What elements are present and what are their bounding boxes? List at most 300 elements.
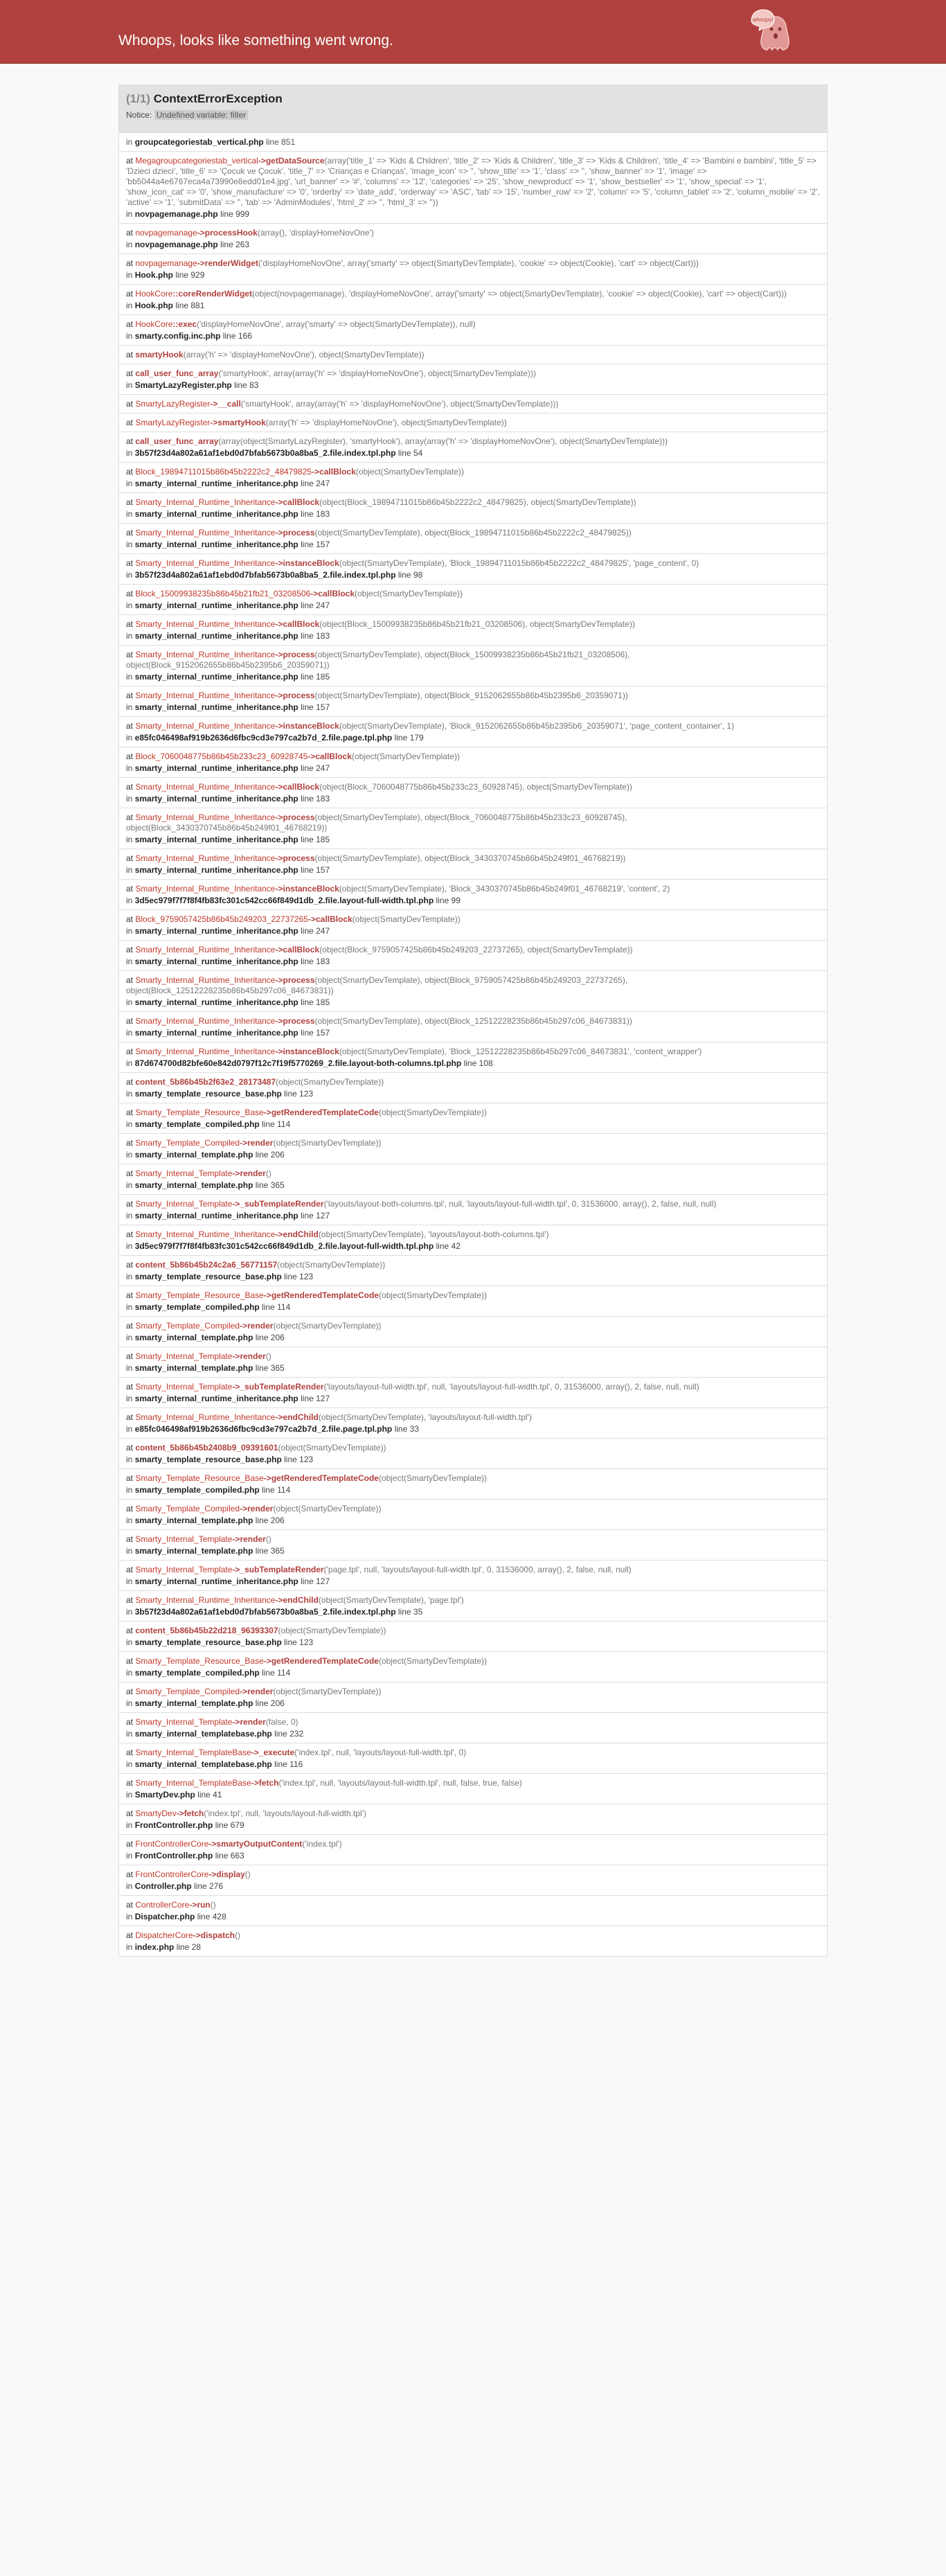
trace-at-label: at: [126, 752, 134, 761]
trace-function: smartyHook: [217, 418, 266, 427]
trace-call: [126, 945, 820, 955]
trace-at-label: at: [126, 1809, 134, 1818]
trace-location: in smarty_template_compiled.php line 114: [126, 1302, 291, 1312]
trace-at-label: at: [126, 1626, 134, 1635]
trace-call: [126, 1229, 820, 1240]
trace-call: [126, 1595, 820, 1606]
trace-at-label: at: [126, 1534, 134, 1544]
trace-line-number: line 365: [255, 1363, 285, 1373]
trace-at-label: at: [126, 228, 134, 238]
trace-class: Smarty_Internal_Runtime_Inheritance: [135, 497, 276, 507]
trace-line-number: line 99: [436, 896, 461, 905]
trace-at-label: at: [126, 1290, 134, 1300]
trace-file: smarty_internal_runtime_inheritance.php: [134, 540, 298, 549]
trace-at-label: at: [126, 589, 134, 598]
trace-args: (object(SmartyDevTemplate)): [273, 1321, 382, 1331]
trace-line-number: line 247: [301, 479, 330, 488]
trace-function: _subTemplateRender: [240, 1382, 324, 1392]
trace-line-number: line 54: [398, 448, 423, 458]
trace-args: ('layouts/layout-both-columns.tpl', null, 'layouts/layout-full-width.tpl', 0, 31536000, array(), 2, false, null, null): [323, 1199, 717, 1209]
trace-class: Smarty_Template_Compiled: [135, 1321, 240, 1331]
trace-class: Block_7060048775b86b45b233c23_60928745: [135, 752, 308, 761]
trace-line-number: line 185: [301, 672, 330, 682]
trace-call: [126, 258, 820, 269]
trace-function: processHook: [204, 228, 258, 238]
trace-call: [126, 1869, 820, 1880]
trace-args: ('index.tpl', null, 'layouts/layout-full-width.tpl', null, false, true, false): [278, 1778, 522, 1788]
trace-function: content_5b86b45b2408b9_09391601: [135, 1443, 278, 1453]
trace-line-number: line 929: [175, 270, 205, 280]
trace-file: smarty_internal_runtime_inheritance.php: [134, 672, 298, 682]
trace-location: in smarty_internal_runtime_inheritance.php line 183: [126, 794, 330, 803]
trace-call: [126, 589, 820, 599]
trace-file: 87d674700d82bfe60e842d0797f12c7f19f5770269_2.file.layout-both-columns.tpl.php: [134, 1058, 462, 1068]
trace-file: 3d5ec979f7f7f8f4fb83fc301c542cc66f849d1db_2.file.layout-full-width.tpl.php: [134, 1241, 434, 1251]
trace-at-label: at: [126, 1504, 134, 1513]
trace-function: render: [240, 1351, 266, 1361]
trace-item: [118, 1378, 828, 1408]
trace-class: Smarty_Template_Resource_Base: [135, 1656, 264, 1666]
trace-line-number: line 28: [176, 1942, 202, 1952]
trace-location: in smarty_template_resource_base.php line 123: [126, 1455, 314, 1464]
trace-class: Smarty_Internal_Template: [135, 1199, 233, 1209]
trace-line-number: line 206: [255, 1150, 285, 1160]
trace-location: in novpagemanage.php line 999: [126, 209, 250, 219]
trace-location: in SmartyLazyRegister.php line 83: [126, 380, 259, 390]
trace-args: (object(SmartyDevTemplate)): [352, 914, 461, 924]
trace-item: [118, 432, 828, 463]
trace-location: in smarty_internal_runtime_inheritance.php line 247: [126, 479, 330, 488]
trace-file: smarty.config.inc.php: [134, 331, 221, 341]
trace-file: smarty_internal_template.php: [134, 1698, 253, 1708]
trace-args: (): [265, 1169, 271, 1178]
trace-item: [118, 1926, 828, 1957]
trace-item: [118, 849, 828, 880]
trace-function: process: [283, 691, 315, 700]
trace-at-label: at: [126, 1687, 134, 1696]
trace-args: (): [244, 1869, 251, 1879]
trace-class: Smarty_Internal_Template: [135, 1169, 233, 1178]
trace-item: [118, 1195, 828, 1225]
trace-item: [118, 1012, 828, 1042]
trace-function: run: [197, 1900, 211, 1910]
trace-line-number: line 114: [262, 1668, 291, 1678]
trace-item: [118, 1530, 828, 1561]
trace-at-label: at: [126, 156, 134, 166]
trace-item: [118, 646, 828, 686]
trace-at-label: at: [126, 650, 134, 659]
trace-at-label: at: [126, 1229, 134, 1239]
trace-separator: ->: [208, 1869, 217, 1879]
trace-function: render: [247, 1138, 274, 1148]
trace-file: smarty_internal_runtime_inheritance.php: [134, 1576, 298, 1586]
trace-item: [118, 686, 828, 717]
trace-class: Block_9759057425b86b45b249203_22737265: [135, 914, 308, 924]
trace-line-number: line 365: [255, 1546, 285, 1556]
trace-item: [118, 1804, 828, 1835]
trace-file: smarty_internal_runtime_inheritance.php: [134, 509, 298, 519]
exception-summary: [118, 85, 828, 133]
trace-function: call_user_func_array: [135, 368, 219, 378]
trace-call: [126, 1748, 820, 1758]
trace-function: endChild: [283, 1229, 319, 1239]
trace-function: dispatch: [200, 1930, 235, 1940]
trace-class: Smarty_Internal_Runtime_Inheritance: [135, 691, 276, 700]
trace-call: [126, 467, 820, 477]
trace-args: (object(SmartyDevTemplate), 'Block_19894711015b86b45b2222c2_48479825', 'page_content', 0): [339, 558, 699, 568]
trace-args: (object(SmartyDevTemplate)): [351, 752, 461, 761]
trace-args: (object(SmartyDevTemplate)): [273, 1138, 382, 1148]
trace-separator: ->: [275, 1016, 283, 1026]
trace-args: (object(SmartyDevTemplate)): [355, 467, 464, 477]
trace-call: [126, 1077, 820, 1087]
trace-line-number: line 98: [398, 570, 423, 580]
trace-item: [118, 1347, 828, 1378]
trace-item: [118, 1225, 828, 1256]
trace-separator: ->: [240, 1504, 248, 1513]
trace-at-label: at: [126, 691, 134, 700]
trace-at-label: at: [126, 812, 134, 822]
trace-call: [126, 853, 820, 864]
trace-file: smarty_internal_runtime_inheritance.php: [134, 957, 298, 966]
trace-class: Smarty_Internal_Runtime_Inheritance: [135, 975, 276, 985]
trace-location: in smarty_internal_runtime_inheritance.php line 247: [126, 926, 330, 936]
trace-args: (object(SmartyDevTemplate)): [273, 1687, 382, 1696]
trace-file: smarty_internal_runtime_inheritance.php: [134, 1028, 298, 1038]
trace-item: [118, 1042, 828, 1073]
trace-at-label: at: [126, 368, 134, 378]
trace-item: [118, 615, 828, 646]
trace-line-number: line 114: [262, 1119, 291, 1129]
trace-location: in smarty_internal_runtime_inheritance.php line 185: [126, 997, 330, 1007]
trace-at-label: at: [126, 418, 134, 427]
trace-at-label: at: [126, 782, 134, 792]
trace-separator: ->: [312, 467, 320, 477]
trace-file: smarty_template_resource_base.php: [134, 1455, 282, 1464]
trace-file: smarty_internal_template.php: [134, 1546, 253, 1556]
trace-at-label: in: [126, 137, 133, 147]
trace-item: [118, 133, 828, 152]
trace-location: in Controller.php line 276: [126, 1881, 224, 1891]
trace-item: [118, 1103, 828, 1134]
trace-at-label: at: [126, 399, 134, 409]
trace-location: in smarty.config.inc.php line 166: [126, 331, 252, 341]
trace-class: Smarty_Template_Compiled: [135, 1138, 240, 1148]
trace-function: callBlock: [283, 782, 320, 792]
exception-message: [126, 109, 820, 121]
trace-location: in smarty_internal_runtime_inheritance.php line 157: [126, 702, 330, 712]
trace-file: FrontController.php: [134, 1851, 213, 1860]
trace-class: Smarty_Internal_TemplateBase: [135, 1748, 251, 1757]
trace-function: instanceBlock: [283, 721, 339, 731]
trace-args: (array('h' => 'displayHomeNovOne'), object(SmartyDevTemplate)): [265, 418, 507, 427]
trace-separator: ->: [232, 1169, 240, 1178]
trace-call: [126, 1687, 820, 1697]
trace-args: (): [265, 1534, 271, 1544]
trace-function: _subTemplateRender: [240, 1199, 324, 1209]
trace-line-number: line 185: [301, 997, 330, 1007]
trace-function: display: [216, 1869, 245, 1879]
trace-at-label: at: [126, 1656, 134, 1666]
trace-function: _subTemplateRender: [240, 1565, 324, 1574]
trace-file: SmartyDev.php: [134, 1790, 195, 1800]
trace-separator: ->: [240, 1321, 248, 1331]
trace-call: [126, 752, 820, 762]
trace-file: Dispatcher.php: [134, 1912, 195, 1921]
trace-function: instanceBlock: [283, 558, 339, 568]
trace-file: Hook.php: [134, 301, 174, 310]
trace-call: [126, 399, 820, 409]
trace-item: [118, 524, 828, 554]
trace-file: 3d5ec979f7f7f8f4fb83fc301c542cc66f849d1db_2.file.layout-full-width.tpl.php: [134, 896, 434, 905]
exception-message-text: Undefined variable: filter: [154, 110, 248, 120]
trace-file: 3b57f23d4a802a61af1ebd0d7bfab5673b0a8ba5_2.file.index.tpl.php: [134, 570, 396, 580]
trace-class: Smarty_Internal_Runtime_Inheritance: [135, 945, 276, 954]
trace-separator: ->: [232, 1534, 240, 1544]
trace-separator: ->: [275, 1595, 283, 1605]
trace-file: smarty_template_compiled.php: [134, 1668, 260, 1678]
trace-file: FrontController.php: [134, 1820, 213, 1830]
trace-separator: ->: [275, 558, 283, 568]
trace-function: render: [240, 1717, 266, 1727]
trace-args: ('layouts/layout-full-width.tpl', null, 'layouts/layout-full-width.tpl', 0, 31536000, array(), 2, false, null, null): [323, 1382, 699, 1392]
trace-file: smarty_internal_runtime_inheritance.php: [134, 763, 298, 773]
trace-args: (array(), 'displayHomeNovOne'): [257, 228, 374, 238]
trace-line-number: line 108: [463, 1058, 493, 1068]
trace-file: groupcategoriestab_vertical.php: [134, 137, 264, 147]
trace-function: getRenderedTemplateCode: [271, 1656, 379, 1666]
trace-line-number: line 127: [301, 1576, 330, 1586]
trace-args: (object(SmartyDevTemplate)): [378, 1656, 487, 1666]
trace-file: smarty_internal_runtime_inheritance.php: [134, 997, 298, 1007]
trace-line-number: line 42: [436, 1241, 461, 1251]
trace-separator: ->: [275, 1047, 283, 1056]
trace-args: (object(SmartyDevTemplate), 'layouts/layout-full-width.tpl'): [318, 1412, 532, 1422]
trace-args: (object(SmartyDevTemplate), object(Block_19894711015b86b45b2222c2_48479825)): [314, 528, 632, 538]
trace-item: [118, 1256, 828, 1286]
trace-item: [118, 1408, 828, 1439]
trace-args: (object(SmartyDevTemplate)): [355, 589, 463, 598]
trace-location: in smarty_template_compiled.php line 114: [126, 1668, 291, 1678]
trace-file: smarty_internal_template.php: [134, 1180, 253, 1190]
trace-separator: ->: [197, 228, 205, 238]
trace-args: (array('title_1' => 'Kids & Children', 'title_2' => 'Kids & Children', 'title_3' => 'Kids & Children', 'title_4' => 'Bambini e bambini', 'title_5' => 'Dzieci dzieci', 'title_6' => 'Çocuk ve Çocuk', 'title_7' => 'Crianças e Crianças', 'image_icon' => '', 'show_title' => '1', 'class' => '', 'show_banner' => '1', 'image' => 'bb5044a4e6767eca4a73990e8edd01e4.jpg', 'url_banner' => '#', 'columns' => '12', 'categories' => '25', 'show_newproduct' => '1', 'show_bestseller' => '1', 'show_special' => '1', 'show_icon_cat' => '0', 'show_manufacture' => '0', 'orderby' => 'date_add', 'orderway' => 'ASC', 'tab' => '15', 'number_row' => '2', 'column' => '5', 'column_tablet' => '2', 'column_mobile' => '2', 'active' => '1', 'submitData' => '', 'tab' => 'AdminModules', 'html_2' => '', 'html_3' => '')): [126, 156, 820, 207]
trace-file: smarty_internal_template.php: [134, 1516, 253, 1525]
trace-args: (object(SmartyDevTemplate), 'layouts/layout-both-columns.tpl'): [318, 1229, 549, 1239]
trace-line-number: line 116: [274, 1759, 303, 1769]
trace-file: smarty_internal_runtime_inheritance.php: [134, 926, 298, 936]
trace-location: in smarty_internal_runtime_inheritance.php line 185: [126, 835, 330, 844]
trace-item: [118, 717, 828, 747]
trace-separator: ->: [275, 721, 283, 731]
trace-at-label: at: [126, 1778, 134, 1788]
trace-line-number: line 123: [284, 1272, 314, 1281]
trace-file: novpagemanage.php: [134, 209, 218, 219]
trace-class: novpagemanage: [135, 228, 197, 238]
trace-item: [118, 315, 828, 346]
trace-item: [118, 224, 828, 254]
trace-separator: ::: [172, 289, 179, 299]
trace-class: Smarty_Internal_Runtime_Inheritance: [135, 1047, 276, 1056]
trace-call: [126, 1565, 820, 1575]
trace-at-label: at: [126, 1351, 134, 1361]
trace-item: [118, 1682, 828, 1713]
trace-separator: ->: [275, 1229, 283, 1239]
trace-file: smarty_internal_runtime_inheritance.php: [134, 865, 298, 875]
trace-file: smarty_template_compiled.php: [134, 1485, 260, 1495]
trace-call: [126, 319, 820, 330]
trace-separator: ->: [193, 1930, 201, 1940]
trace-line-number: line 206: [255, 1333, 285, 1342]
trace-location: in e85fc046498af919b2636d6fbc9cd3e797ca2b7d_2.file.page.tpl.php line 33: [126, 1424, 419, 1434]
trace-item: [118, 254, 828, 285]
trace-args: (false, 0): [265, 1717, 298, 1727]
trace-call: [126, 975, 820, 996]
trace-item: [118, 1622, 828, 1652]
trace-class: SmartyDev: [135, 1809, 177, 1818]
trace-separator: ->: [263, 1473, 271, 1483]
trace-item: [118, 364, 828, 395]
trace-call: [126, 1382, 820, 1392]
trace-class: Smarty_Template_Resource_Base: [135, 1473, 264, 1483]
trace-args: (object(SmartyDevTemplate)): [277, 1260, 386, 1270]
trace-at-label: at: [126, 1717, 134, 1727]
trace-location: in smarty_template_resource_base.php line 123: [126, 1089, 314, 1099]
trace-separator: ->: [263, 1108, 271, 1117]
trace-line-number: line 33: [394, 1424, 419, 1434]
trace-function: content_5b86b45b24c2a6_56771157: [135, 1260, 278, 1270]
trace-line-number: line 157: [301, 540, 330, 549]
trace-line-number: line 851: [266, 137, 296, 147]
trace-separator: ->: [251, 1778, 259, 1788]
trace-function: render: [247, 1504, 274, 1513]
trace-class: Smarty_Internal_Template: [135, 1565, 233, 1574]
trace-line-number: line 999: [220, 209, 250, 219]
trace-separator: ->: [275, 975, 283, 985]
trace-item: [118, 346, 828, 364]
trace-at-label: at: [126, 350, 134, 359]
trace-class: HookCore: [135, 289, 173, 299]
trace-function: process: [283, 528, 315, 538]
trace-at-label: at: [126, 1169, 134, 1178]
trace-at-label: at: [126, 619, 134, 629]
trace-separator: ->: [275, 528, 283, 538]
trace-separator: ->: [275, 853, 283, 863]
trace-class: Smarty_Template_Resource_Base: [135, 1108, 264, 1117]
trace-location: in novpagemanage.php line 263: [126, 240, 250, 249]
trace-function: callBlock: [318, 589, 355, 598]
trace-function: endChild: [283, 1595, 319, 1605]
trace-line-number: line 206: [255, 1698, 285, 1708]
trace-class: Smarty_Internal_Runtime_Inheritance: [135, 558, 276, 568]
trace-call: [126, 289, 820, 299]
trace-call: [126, 1108, 820, 1118]
trace-line-number: line 123: [284, 1089, 314, 1099]
trace-call: [126, 418, 820, 428]
trace-function: content_5b86b45b22d218_96393307: [135, 1626, 278, 1635]
trace-at-label: at: [126, 1443, 134, 1453]
trace-class: FrontControllerCore: [135, 1839, 209, 1849]
trace-at-label: at: [126, 853, 134, 863]
trace-class: Megagroupcategoriestab_vertical: [135, 156, 258, 166]
trace-args: (object(SmartyDevTemplate), object(Block_15009938235b86b45b21fb21_03208506), object(Block_9152062655b86b45b2395b6_20359071)): [126, 650, 630, 670]
trace-at-label: at: [126, 1839, 134, 1849]
trace-function: getRenderedTemplateCode: [271, 1108, 379, 1117]
trace-file: smarty_internal_runtime_inheritance.php: [134, 702, 298, 712]
trace-class: SmartyLazyRegister: [135, 418, 211, 427]
trace-call: [126, 1930, 820, 1941]
trace-location: in smarty_internal_runtime_inheritance.php line 127: [126, 1394, 330, 1403]
trace-class: novpagemanage: [135, 258, 197, 268]
trace-function: renderWidget: [204, 258, 259, 268]
trace-line-number: line 157: [301, 702, 330, 712]
trace-args: (object(SmartyDevTemplate)): [278, 1443, 386, 1453]
trace-separator: ->: [275, 650, 283, 659]
trace-line-number: line 185: [301, 835, 330, 844]
trace-at-label: at: [126, 1412, 134, 1422]
trace-class: Smarty_Internal_Runtime_Inheritance: [135, 619, 276, 629]
trace-item: [118, 395, 828, 414]
trace-class: Block_15009938235b86b45b21fb21_03208506: [135, 589, 311, 598]
trace-separator: ->: [263, 1656, 271, 1666]
trace-class: SmartyLazyRegister: [135, 399, 211, 409]
trace-call: [126, 436, 820, 447]
trace-separator: ->: [189, 1900, 197, 1910]
trace-item: [118, 1134, 828, 1164]
trace-line-number: line 247: [301, 763, 330, 773]
trace-function: process: [283, 1016, 315, 1026]
trace-at-label: at: [126, 258, 134, 268]
trace-location: in 87d674700d82bfe60e842d0797f12c7f19f5770269_2.file.layout-both-columns.tpl.php line 108: [126, 1058, 493, 1068]
trace-separator: ->: [275, 812, 283, 822]
trace-separator: ->: [232, 1382, 240, 1392]
trace-line-number: line 247: [301, 926, 330, 936]
trace-location: in smarty_internal_runtime_inheritance.php line 183: [126, 957, 330, 966]
trace-file: smarty_internal_runtime_inheritance.php: [134, 631, 298, 641]
trace-separator: ->: [197, 258, 205, 268]
trace-function: callBlock: [319, 467, 356, 477]
trace-file: smarty_internal_runtime_inheritance.php: [134, 601, 298, 610]
trace-line-number: line 276: [194, 1881, 224, 1891]
trace-separator: ->: [275, 782, 283, 792]
trace-call: [126, 368, 820, 379]
trace-line-number: line 114: [262, 1302, 291, 1312]
trace-location: in smarty_internal_template.php line 365: [126, 1363, 285, 1373]
trace-args: ('smartyHook', array(array('h' => 'displayHomeNovOne'), object(SmartyDevTemplate))): [218, 368, 536, 378]
trace-location: in FrontController.php line 679: [126, 1820, 244, 1830]
trace-class: Smarty_Internal_Runtime_Inheritance: [135, 1595, 276, 1605]
trace-call: [126, 497, 820, 508]
trace-at-label: at: [126, 467, 134, 477]
trace-args: (): [265, 1351, 271, 1361]
trace-call: [126, 1169, 820, 1179]
trace-function: smartyOutputContent: [216, 1839, 303, 1849]
trace-class: Smarty_Internal_Runtime_Inheritance: [135, 884, 276, 894]
trace-item: [118, 585, 828, 615]
trace-args: ('displayHomeNovOne', array('smarty' => object(SmartyDevTemplate)), null): [197, 319, 476, 329]
trace-call: [126, 1473, 820, 1484]
trace-function: smartyHook: [135, 350, 184, 359]
trace-file: smarty_internal_template.php: [134, 1363, 253, 1373]
trace-at-label: at: [126, 1748, 134, 1757]
trace-call: [126, 1809, 820, 1819]
trace-function: process: [283, 650, 315, 659]
trace-file: smarty_internal_template.php: [134, 1150, 253, 1160]
trace-location: in smarty_internal_template.php line 206: [126, 1333, 285, 1342]
trace-location: in smarty_internal_template.php line 206: [126, 1698, 285, 1708]
trace-call: [126, 1138, 820, 1148]
trace-args: (object(SmartyDevTemplate), 'Block_12512228235b86b45b297c06_84673831', 'content_wrapper'): [339, 1047, 702, 1056]
